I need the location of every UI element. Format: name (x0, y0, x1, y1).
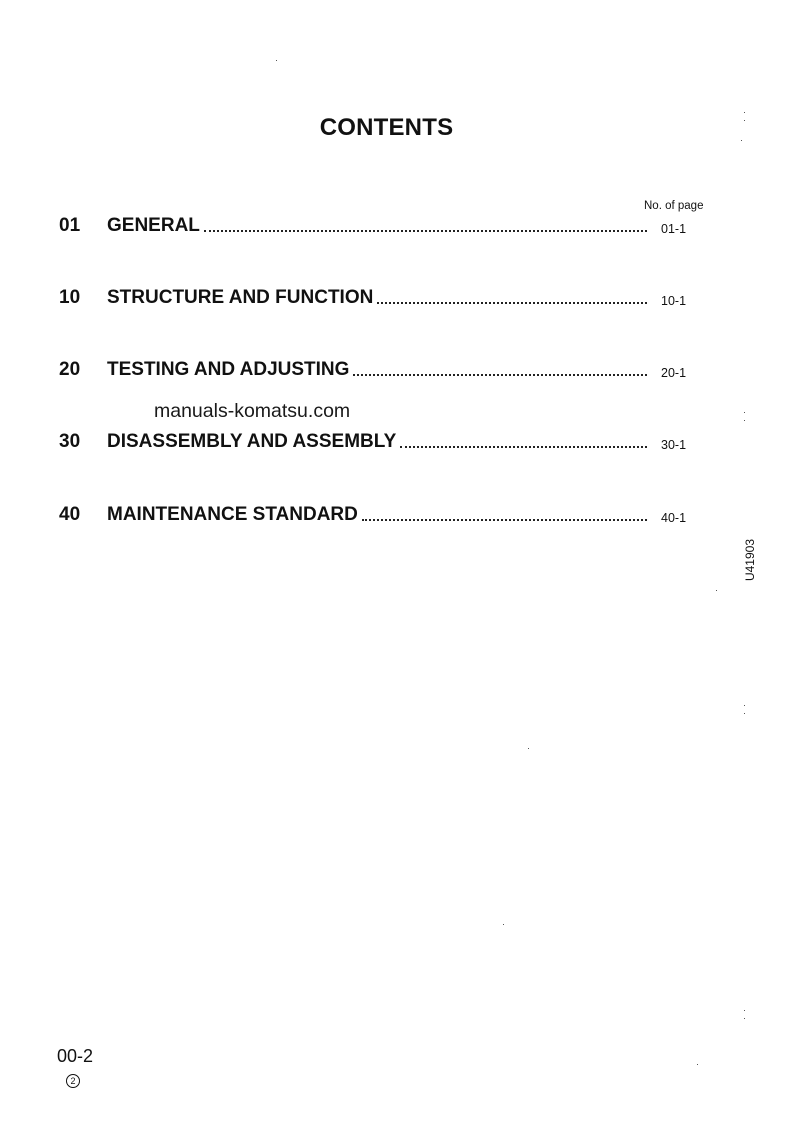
toc-section-number: 40 (59, 504, 81, 525)
scan-speck (744, 420, 745, 421)
toc-page-number: 20-1 (661, 366, 687, 380)
scan-speck (744, 412, 745, 413)
toc-section-number: 01 (59, 215, 81, 236)
toc-section-title: TESTING AND ADJUSTING (107, 359, 350, 380)
scan-speck (528, 748, 529, 749)
toc-section-title: STRUCTURE AND FUNCTION (107, 287, 374, 308)
scan-speck (741, 140, 742, 141)
scan-speck (503, 924, 504, 925)
toc-section-number: 30 (59, 431, 81, 452)
revision-mark: 2 (66, 1074, 80, 1088)
toc-section-title: DISASSEMBLY AND ASSEMBLY (107, 431, 397, 452)
scan-speck (744, 120, 745, 121)
scan-speck (744, 1018, 745, 1019)
toc-page-number: 40-1 (661, 511, 687, 525)
toc-row-testing-and-adjusting[interactable] (59, 355, 691, 381)
toc-dot-leader (353, 374, 647, 376)
toc-dot-leader (377, 302, 647, 304)
toc-page-number: 01-1 (661, 222, 687, 236)
scan-speck (744, 112, 745, 113)
toc-dot-leader (362, 519, 647, 521)
toc-row-general[interactable] (59, 211, 691, 237)
toc-row-disassembly-and-assembly[interactable] (59, 427, 691, 453)
scan-speck (276, 60, 277, 61)
scan-speck (744, 713, 745, 714)
toc-section-number: 10 (59, 287, 81, 308)
toc-page-number: 30-1 (661, 438, 687, 452)
toc-row-maintenance-standard[interactable] (59, 500, 691, 526)
scan-speck (716, 590, 717, 591)
toc-section-number: 20 (59, 359, 81, 380)
toc-section-title: MAINTENANCE STANDARD (107, 504, 358, 525)
scan-speck (744, 1010, 745, 1011)
toc-row-structure-and-function[interactable] (59, 283, 691, 309)
footer-page-number: 00-2 (57, 1046, 94, 1066)
toc-dot-leader (204, 230, 647, 232)
scan-speck (697, 1064, 698, 1065)
toc-page-number: 10-1 (661, 294, 687, 308)
document-code: U41903 (743, 538, 757, 582)
toc-dot-leader (400, 446, 647, 448)
page-title: CONTENTS (319, 114, 454, 141)
watermark-text: manuals-komatsu.com (154, 400, 351, 422)
page-column-header: No. of page (644, 200, 704, 212)
scan-speck (744, 705, 745, 706)
toc-section-title: GENERAL (107, 215, 200, 236)
